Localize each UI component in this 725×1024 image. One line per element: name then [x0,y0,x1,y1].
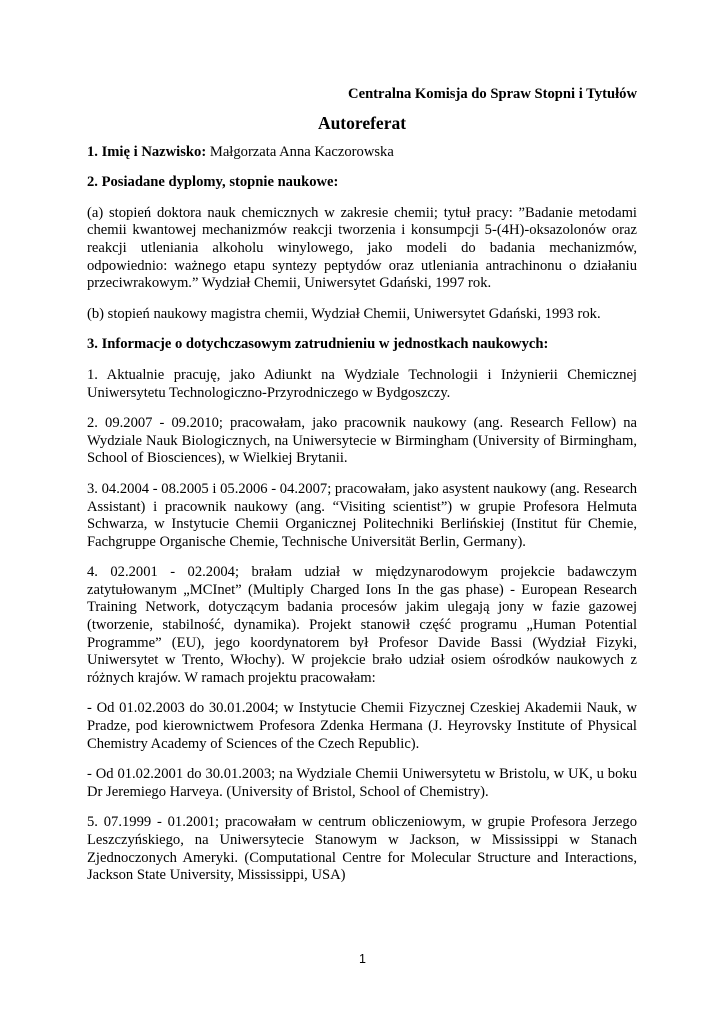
employment-item-3: 3. 04.2004 - 08.2005 i 05.2006 - 04.2007; pracowałam, jako asystent naukowy (ang. Research Assistant) i pracownik naukowy (ang. “Visiting scientist”) w grupie Profesora Helmuta Schwarza, w Instytucie Chemii Organicznej Politechniki Berlińskiej (Institut für Chemie, Fachgruppe Organische Chemie, Technische Universität Berlin, Germany). [87,480,637,550]
page-number: 1 [359,952,366,966]
document-title: Autoreferat [317,112,407,133]
employment-item-4: 4. 02.2001 - 02.2004; brałam udział w międzynarodowym projekcie badawczym zatytułowanym „MCInet” (Multiply Charged Ions In the gas phase) - European Research Training Network, dotyczącym badania procesów jakim ulegają jony w fazie gazowej (tworzenie, stabilność, dynamika). Projekt stanowił część programu „Human Potential Programme” (EU), jego koordynatorem był Profesor Davide Bassi (Wydział Fizyki, Uniwersytet w Trento, Włochy). W projekcie brało udział osiem ośrodków naukowych z różnych krajów. W ramach projektu pracowałam: [87,564,637,686]
diplomas-heading: 2. Posiadane dyplomy, stopnie naukowe: [87,174,339,191]
employment-item-1: 1. Aktualnie pracuję, jako Adiunkt na Wydziale Technologii i Inżynierii Chemicznej Uniwersytetu Technologiczno-Przyrodniczego w Bydgoszczy. [87,366,637,401]
employment-item-4-prague: - Od 01.02.2003 do 30.01.2004; w Instytucie Chemii Fizycznej Czeskiej Akademii Nauk, w Pradze, pod kierownictwem Profesora Zdenka Hermana (J. Heyrovsky Institute of Physical Chemistry Academy of Sciences of the Czech Republic). [87,700,637,752]
name-line [87,144,637,162]
employment-heading: 3. Informacje o dotychczasowym zatrudnieniu w jednostkach naukowych: [87,336,549,353]
employment-item-5: 5. 07.1999 - 01.2001; pracowałam w centrum obliczeniowym, w grupie Profesora Jerzego Leszczyńskiego, na Uniwersytecie Stanowym w Jackson, w Mississippi w Stanach Zjednoczonych Ameryki. (Computational Centre for Molecular Structure and Interactions, Jackson State University, Mississippi, USA) [87,814,637,884]
name-value: Małgorzata Anna Kaczorowska [209,143,394,160]
employment-item-4-bristol: - Od 01.02.2001 do 30.01.2003; na Wydziale Chemii Uniwersytetu w Bristolu, w UK, u boku Dr Jeremiego Harveya. (University of Bristol, School of Chemistry). [87,766,637,800]
employment-item-2: 2. 09.2007 - 09.2010; pracowałam, jako pracownik naukowy (ang. Research Fellow) na Wydziale Nauk Biologicznych, na Uniwersytecie w Birmingham (University of Birmingham, School of Biosciences), w Wielkiej Brytanii. [87,415,637,467]
name-label: 1. Imię i Nazwisko: [87,143,207,160]
institution-name: Centralna Komisja do Spraw Stopni i Tytułów [348,86,637,102]
document-page [87,86,637,885]
diploma-masters: (b) stopień naukowy magistra chemii, Wydział Chemii, Uniwersytet Gdański, 1993 rok. [87,305,601,322]
diploma-phd: (a) stopień doktora nauk chemicznych w zakresie chemii; tytuł pracy: ”Badanie metodami chemii kwantowej mechanizmów reakcji tworzenia i konsumpcji 5-(4H)-oksazolonów oraz reakcji utleniania alkoholu winylowego, jako modeli do badania mechanizmów, odpowiednio: ważnego etapu syntezy peptydów oraz utleniania antrachinonu o działaniu przeciwrakowym.” Wydział Chemii, Uniwersytet Gdański, 1997 rok. [87,204,637,292]
